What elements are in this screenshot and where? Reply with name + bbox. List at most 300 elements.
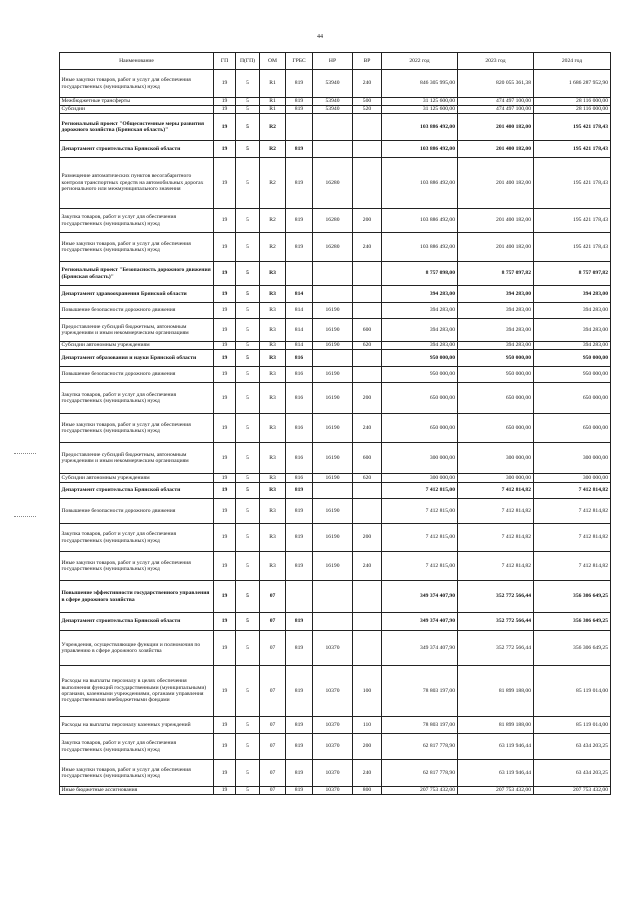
table-row <box>60 581 611 613</box>
cell-grbs: 819 <box>286 499 313 524</box>
cell-name: Региональный проект "Общесистемные меры развития дорожного хозяйства (Брянская область)" <box>60 114 214 141</box>
cell-gp: 19 <box>214 106 236 114</box>
cell-2023: 650 000,00 <box>458 414 534 443</box>
table-row <box>60 367 611 383</box>
cell-2024: 394 283,00 <box>534 303 611 319</box>
table-row <box>60 303 611 319</box>
cell-vr <box>353 613 382 631</box>
cell-2022: 950 000,00 <box>382 350 458 367</box>
cell-grbs: 819 <box>286 760 313 787</box>
cell-2023: 8 757 097,82 <box>458 262 534 286</box>
cell-gp: 19 <box>214 383 236 414</box>
cell-2023: 201 400 182,00 <box>458 233 534 262</box>
cell-name: Субсидии <box>60 106 214 114</box>
cell-grbs: 819 <box>286 552 313 581</box>
cell-gp: 19 <box>214 286 236 303</box>
cell-gp: 19 <box>214 499 236 524</box>
cell-2022: 103 886 492,00 <box>382 233 458 262</box>
cell-pgp: 5 <box>236 342 260 350</box>
cell-om: 07 <box>260 717 286 734</box>
cell-name: Региональный проект "Безопасность дорожного движения (Брянская область)" <box>60 262 214 286</box>
cell-name: Иные закупки товаров, работ и услуг для обеспечения государственных (муниципальных) нужд <box>60 414 214 443</box>
header-2022: 2022 год <box>382 53 458 70</box>
cell-vr: 200 <box>353 209 382 233</box>
cell-gp: 19 <box>214 613 236 631</box>
cell-vr <box>353 262 382 286</box>
cell-2024: 85 119 014,00 <box>534 717 611 734</box>
cell-pgp: 5 <box>236 717 260 734</box>
table-row <box>60 158 611 209</box>
cell-2024: 1 686 287 952,90 <box>534 70 611 98</box>
scan-margin-mark <box>14 516 36 517</box>
cell-2022: 349 374 407,90 <box>382 613 458 631</box>
table-row <box>60 342 611 350</box>
cell-2024: 195 421 178,43 <box>534 209 611 233</box>
cell-np: 16280 <box>313 158 353 209</box>
cell-om: 07 <box>260 760 286 787</box>
cell-om: R1 <box>260 106 286 114</box>
cell-pgp: 5 <box>236 367 260 383</box>
cell-2023: 394 283,00 <box>458 286 534 303</box>
cell-gp: 19 <box>214 483 236 499</box>
cell-2022: 103 886 492,00 <box>382 141 458 158</box>
table-body <box>60 70 611 795</box>
cell-gp: 19 <box>214 303 236 319</box>
cell-np: 10370 <box>313 734 353 760</box>
cell-pgp: 5 <box>236 141 260 158</box>
cell-pgp: 5 <box>236 414 260 443</box>
cell-name: Департамент здравоохранения Брянской области <box>60 286 214 303</box>
cell-vr: 600 <box>353 443 382 474</box>
cell-gp: 19 <box>214 760 236 787</box>
cell-2024: 195 421 178,43 <box>534 114 611 141</box>
cell-om: R3 <box>260 499 286 524</box>
cell-2023: 474 497 100,00 <box>458 98 534 106</box>
cell-2023: 950 000,00 <box>458 367 534 383</box>
table-row <box>60 474 611 483</box>
cell-vr <box>353 499 382 524</box>
cell-np: 10370 <box>313 666 353 717</box>
cell-2024: 195 421 178,43 <box>534 158 611 209</box>
cell-name: Иные бюджетные ассигнования <box>60 787 214 795</box>
cell-2023: 352 772 566,44 <box>458 613 534 631</box>
cell-om: R3 <box>260 383 286 414</box>
cell-2023: 394 283,00 <box>458 319 534 342</box>
cell-gp: 19 <box>214 631 236 666</box>
cell-name: Иные закупки товаров, работ и услуг для обеспечения государственных (муниципальных) нужд <box>60 552 214 581</box>
cell-pgp: 5 <box>236 319 260 342</box>
cell-2022: 7 412 815,00 <box>382 483 458 499</box>
cell-vr <box>353 367 382 383</box>
header-grbs: ГРБС <box>286 53 313 70</box>
cell-name: Повышение безопасности дорожного движения <box>60 367 214 383</box>
cell-vr: 620 <box>353 342 382 350</box>
cell-pgp: 5 <box>236 483 260 499</box>
table-row <box>60 760 611 787</box>
cell-om: R3 <box>260 414 286 443</box>
cell-om: R3 <box>260 303 286 319</box>
cell-np: 16190 <box>313 383 353 414</box>
cell-2023: 352 772 566,44 <box>458 631 534 666</box>
cell-2023: 201 400 182,00 <box>458 114 534 141</box>
cell-pgp: 5 <box>236 106 260 114</box>
cell-grbs: 819 <box>286 70 313 98</box>
cell-vr: 200 <box>353 524 382 552</box>
cell-vr: 520 <box>353 106 382 114</box>
cell-gp: 19 <box>214 367 236 383</box>
cell-pgp: 5 <box>236 552 260 581</box>
cell-name: Повышение безопасности дорожного движения <box>60 499 214 524</box>
cell-name: Закупка товаров, работ и услуг для обеспечения государственных (муниципальных) нужд <box>60 524 214 552</box>
cell-2022: 31 125 600,00 <box>382 98 458 106</box>
cell-np: 16280 <box>313 233 353 262</box>
cell-name: Расходы на выплаты персоналу в целях обеспечения выполнения функций государственными (муниципальными) органами, казенными учреждениями, органами управления государственными внебюджетными фондами <box>60 666 214 717</box>
cell-gp: 19 <box>214 474 236 483</box>
cell-name: Закупка товаров, работ и услуг для обеспечения государственных (муниципальных) нужд <box>60 734 214 760</box>
cell-2024: 394 283,00 <box>534 319 611 342</box>
cell-grbs <box>286 114 313 141</box>
table-row <box>60 106 611 114</box>
cell-2022: 103 886 492,00 <box>382 209 458 233</box>
cell-vr: 600 <box>353 319 382 342</box>
cell-np <box>313 613 353 631</box>
cell-2024: 7 412 814,82 <box>534 552 611 581</box>
cell-2023: 300 000,00 <box>458 443 534 474</box>
cell-name: Иные закупки товаров, работ и услуг для обеспечения государственных (муниципальных) нужд <box>60 70 214 98</box>
table-row <box>60 350 611 367</box>
cell-2023: 201 400 182,00 <box>458 209 534 233</box>
table-row <box>60 262 611 286</box>
cell-om: R3 <box>260 262 286 286</box>
cell-2022: 300 000,00 <box>382 443 458 474</box>
cell-grbs: 819 <box>286 666 313 717</box>
cell-grbs: 819 <box>286 141 313 158</box>
cell-grbs <box>286 262 313 286</box>
cell-np: 16190 <box>313 552 353 581</box>
cell-np: 53940 <box>313 98 353 106</box>
cell-pgp: 5 <box>236 613 260 631</box>
cell-np: 16190 <box>313 303 353 319</box>
cell-2023: 394 283,00 <box>458 342 534 350</box>
cell-2024: 63 434 203,25 <box>534 734 611 760</box>
cell-gp: 19 <box>214 581 236 613</box>
cell-2022: 62 817 778,90 <box>382 734 458 760</box>
cell-np <box>313 581 353 613</box>
cell-om: R3 <box>260 342 286 350</box>
cell-vr: 240 <box>353 414 382 443</box>
cell-2022: 7 412 815,00 <box>382 524 458 552</box>
cell-pgp: 5 <box>236 70 260 98</box>
cell-name: Иные закупки товаров, работ и услуг для обеспечения государственных (муниципальных) нужд <box>60 760 214 787</box>
cell-gp: 19 <box>214 98 236 106</box>
cell-om: 07 <box>260 734 286 760</box>
cell-om: R2 <box>260 233 286 262</box>
cell-pgp: 5 <box>236 262 260 286</box>
cell-grbs: 814 <box>286 286 313 303</box>
cell-name: Субсидии автономным учреждениям <box>60 342 214 350</box>
cell-grbs: 816 <box>286 414 313 443</box>
cell-gp: 19 <box>214 734 236 760</box>
header-vr: ВР <box>353 53 382 70</box>
cell-vr: 200 <box>353 383 382 414</box>
cell-name: Межбюджетные трансферты <box>60 98 214 106</box>
cell-np: 16190 <box>313 342 353 350</box>
cell-om: 07 <box>260 613 286 631</box>
cell-name: Иные закупки товаров, работ и услуг для обеспечения государственных (муниципальных) нужд <box>60 233 214 262</box>
cell-grbs: 816 <box>286 443 313 474</box>
cell-om: R3 <box>260 286 286 303</box>
cell-pgp: 5 <box>236 209 260 233</box>
cell-2024: 7 412 814,82 <box>534 499 611 524</box>
table-row <box>60 70 611 98</box>
table-row <box>60 499 611 524</box>
cell-np: 16190 <box>313 474 353 483</box>
cell-grbs: 819 <box>286 717 313 734</box>
table-row <box>60 98 611 106</box>
cell-np <box>313 114 353 141</box>
table-row <box>60 734 611 760</box>
table-row <box>60 383 611 414</box>
cell-2022: 207 753 432,00 <box>382 787 458 795</box>
cell-vr: 240 <box>353 552 382 581</box>
cell-gp: 19 <box>214 443 236 474</box>
cell-name: Департамент образования и науки Брянской области <box>60 350 214 367</box>
cell-vr: 110 <box>353 717 382 734</box>
cell-name: Размещение автоматических пунктов весогабаритного контроля транспортных средств на автомобильных дорогах регионального или межмуниципального значения <box>60 158 214 209</box>
cell-2022: 349 374 407,90 <box>382 631 458 666</box>
cell-vr: 100 <box>353 666 382 717</box>
cell-2024: 7 412 814,82 <box>534 524 611 552</box>
cell-2024: 950 000,00 <box>534 350 611 367</box>
cell-vr: 200 <box>353 734 382 760</box>
cell-grbs: 819 <box>286 787 313 795</box>
cell-gp: 19 <box>214 524 236 552</box>
cell-om: R2 <box>260 209 286 233</box>
cell-2022: 846 305 995,00 <box>382 70 458 98</box>
cell-2024: 195 421 178,43 <box>534 141 611 158</box>
cell-2022: 7 412 815,00 <box>382 552 458 581</box>
cell-pgp: 5 <box>236 581 260 613</box>
cell-om: R3 <box>260 443 286 474</box>
cell-np: 16190 <box>313 524 353 552</box>
cell-np: 16190 <box>313 367 353 383</box>
cell-grbs: 816 <box>286 383 313 414</box>
cell-vr <box>353 114 382 141</box>
cell-grbs: 819 <box>286 158 313 209</box>
cell-2022: 103 886 492,00 <box>382 114 458 141</box>
cell-2023: 650 000,00 <box>458 383 534 414</box>
cell-grbs: 819 <box>286 734 313 760</box>
table-row <box>60 631 611 666</box>
budget-table <box>59 52 611 795</box>
cell-om: R2 <box>260 141 286 158</box>
cell-pgp: 5 <box>236 474 260 483</box>
cell-name: Повышение безопасности дорожного движения <box>60 303 214 319</box>
cell-pgp: 5 <box>236 734 260 760</box>
cell-om: R1 <box>260 70 286 98</box>
cell-om: R3 <box>260 524 286 552</box>
cell-2023: 352 772 566,44 <box>458 581 534 613</box>
cell-om: 07 <box>260 787 286 795</box>
cell-2022: 349 374 407,90 <box>382 581 458 613</box>
cell-gp: 19 <box>214 342 236 350</box>
table-row <box>60 319 611 342</box>
cell-gp: 19 <box>214 114 236 141</box>
cell-om: R3 <box>260 367 286 383</box>
cell-2023: 394 283,00 <box>458 303 534 319</box>
cell-2024: 394 283,00 <box>534 342 611 350</box>
cell-vr: 800 <box>353 787 382 795</box>
cell-om: R3 <box>260 350 286 367</box>
table-header-row <box>60 53 611 70</box>
cell-2022: 7 412 815,00 <box>382 499 458 524</box>
cell-gp: 19 <box>214 414 236 443</box>
table-row <box>60 717 611 734</box>
cell-2023: 7 412 814,82 <box>458 524 534 552</box>
cell-gp: 19 <box>214 350 236 367</box>
cell-2022: 78 803 197,00 <box>382 666 458 717</box>
cell-2024: 356 306 649,25 <box>534 581 611 613</box>
cell-np: 16190 <box>313 499 353 524</box>
cell-np <box>313 141 353 158</box>
cell-np: 53940 <box>313 70 353 98</box>
cell-2024: 356 306 649,25 <box>534 613 611 631</box>
cell-name: Департамент строительства Брянской области <box>60 483 214 499</box>
cell-vr: 240 <box>353 760 382 787</box>
cell-pgp: 5 <box>236 158 260 209</box>
cell-2022: 650 000,00 <box>382 414 458 443</box>
cell-2023: 820 055 361,38 <box>458 70 534 98</box>
cell-om: R3 <box>260 552 286 581</box>
cell-vr <box>353 141 382 158</box>
cell-2023: 7 412 814,82 <box>458 499 534 524</box>
cell-vr: 620 <box>353 474 382 483</box>
table-row <box>60 787 611 795</box>
cell-om: R1 <box>260 98 286 106</box>
cell-om: R3 <box>260 474 286 483</box>
cell-2024: 85 119 014,00 <box>534 666 611 717</box>
table-row <box>60 443 611 474</box>
cell-vr <box>353 483 382 499</box>
header-om: ОМ <box>260 53 286 70</box>
table-row <box>60 233 611 262</box>
cell-2022: 394 283,00 <box>382 303 458 319</box>
table-row <box>60 141 611 158</box>
cell-np: 16190 <box>313 319 353 342</box>
page-number: 44 <box>317 34 323 40</box>
cell-gp: 19 <box>214 141 236 158</box>
cell-2023: 63 119 946,44 <box>458 734 534 760</box>
table-row <box>60 483 611 499</box>
cell-grbs: 816 <box>286 367 313 383</box>
cell-2023: 950 000,00 <box>458 350 534 367</box>
cell-name: Субсидии автономным учреждениям <box>60 474 214 483</box>
cell-2024: 28 116 000,00 <box>534 98 611 106</box>
cell-name: Департамент строительства Брянской области <box>60 141 214 158</box>
cell-pgp: 5 <box>236 631 260 666</box>
cell-2024: 300 000,00 <box>534 474 611 483</box>
cell-grbs: 819 <box>286 631 313 666</box>
cell-pgp: 5 <box>236 383 260 414</box>
cell-np: 10370 <box>313 717 353 734</box>
cell-grbs: 814 <box>286 342 313 350</box>
cell-name: Предоставление субсидий бюджетным, автономным учреждениям и иным некоммерческим организациям <box>60 443 214 474</box>
cell-2023: 63 119 946,44 <box>458 760 534 787</box>
cell-2022: 950 000,00 <box>382 367 458 383</box>
cell-vr: 240 <box>353 233 382 262</box>
cell-grbs: 819 <box>286 483 313 499</box>
cell-gp: 19 <box>214 666 236 717</box>
cell-2023: 81 899 188,00 <box>458 717 534 734</box>
cell-gp: 19 <box>214 70 236 98</box>
cell-vr: 240 <box>353 70 382 98</box>
cell-om: 07 <box>260 631 286 666</box>
cell-om: R3 <box>260 483 286 499</box>
cell-2022: 103 886 492,00 <box>382 158 458 209</box>
cell-gp: 19 <box>214 158 236 209</box>
header-gp: ГП <box>214 53 236 70</box>
cell-name: Закупка товаров, работ и услуг для обеспечения государственных (муниципальных) нужд <box>60 383 214 414</box>
table-row <box>60 286 611 303</box>
table-row <box>60 114 611 141</box>
table-row <box>60 552 611 581</box>
cell-2024: 8 757 097,82 <box>534 262 611 286</box>
cell-2023: 7 412 814,82 <box>458 552 534 581</box>
cell-vr <box>353 581 382 613</box>
cell-2023: 201 400 182,00 <box>458 141 534 158</box>
cell-pgp: 5 <box>236 787 260 795</box>
cell-2024: 195 421 178,43 <box>534 233 611 262</box>
cell-np: 10370 <box>313 787 353 795</box>
cell-2022: 8 757 098,00 <box>382 262 458 286</box>
cell-gp: 19 <box>214 787 236 795</box>
cell-name: Учреждения, осуществляющие функции и полномочия по управлению в сфере дорожного хозяйства <box>60 631 214 666</box>
cell-gp: 19 <box>214 717 236 734</box>
cell-pgp: 5 <box>236 760 260 787</box>
cell-grbs: 819 <box>286 524 313 552</box>
header-pgp: П(ГП) <box>236 53 260 70</box>
cell-vr <box>353 350 382 367</box>
cell-pgp: 5 <box>236 286 260 303</box>
cell-2024: 650 000,00 <box>534 383 611 414</box>
cell-2024: 356 306 649,25 <box>534 631 611 666</box>
cell-grbs: 819 <box>286 98 313 106</box>
cell-np: 16190 <box>313 443 353 474</box>
cell-2022: 31 125 600,00 <box>382 106 458 114</box>
cell-pgp: 5 <box>236 303 260 319</box>
cell-grbs: 816 <box>286 350 313 367</box>
cell-pgp: 5 <box>236 666 260 717</box>
cell-2023: 207 753 432,00 <box>458 787 534 795</box>
cell-grbs: 814 <box>286 303 313 319</box>
cell-2024: 950 000,00 <box>534 367 611 383</box>
cell-grbs: 819 <box>286 106 313 114</box>
cell-pgp: 5 <box>236 524 260 552</box>
budget-table-sheet <box>59 52 610 795</box>
cell-name: Закупка товаров, работ и услуг для обеспечения государственных (муниципальных) нужд <box>60 209 214 233</box>
cell-pgp: 5 <box>236 499 260 524</box>
cell-om: 07 <box>260 666 286 717</box>
cell-np <box>313 286 353 303</box>
cell-grbs <box>286 581 313 613</box>
cell-grbs: 819 <box>286 209 313 233</box>
cell-2022: 394 283,00 <box>382 319 458 342</box>
cell-np <box>313 262 353 286</box>
cell-2023: 201 400 182,00 <box>458 158 534 209</box>
cell-grbs: 819 <box>286 233 313 262</box>
cell-gp: 19 <box>214 552 236 581</box>
cell-vr <box>353 158 382 209</box>
